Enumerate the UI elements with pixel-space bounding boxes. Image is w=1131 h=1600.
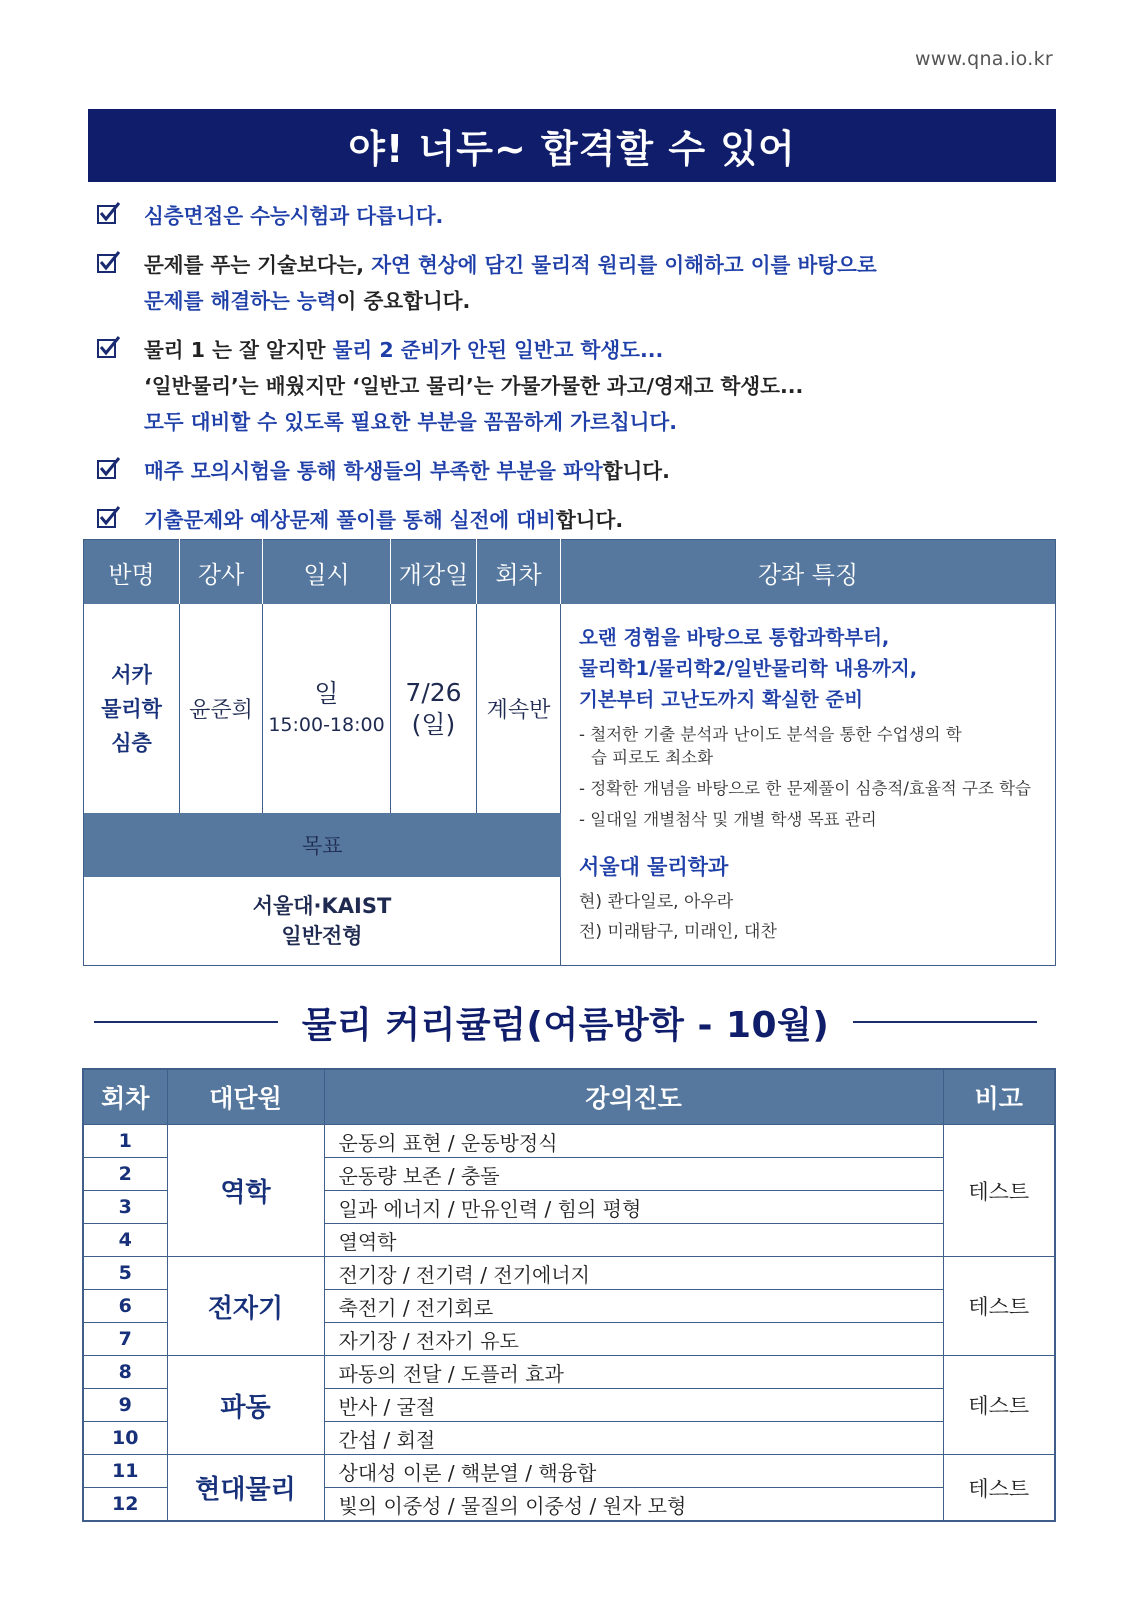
header-features: 강좌 특징 xyxy=(561,540,1056,605)
check-line xyxy=(144,247,877,283)
feature-title-line: 오랜 경험을 바탕으로 통합과학부터, xyxy=(579,626,890,649)
lecture-topic: 반사 / 굴절 xyxy=(324,1389,943,1422)
lecture-topic: 열역학 xyxy=(324,1224,943,1257)
course-features xyxy=(561,604,1056,966)
session-number: 4 xyxy=(83,1224,167,1257)
goal-header: 목표 xyxy=(84,813,561,877)
curriculum-header xyxy=(83,1069,1055,1125)
header-unit: 대단원 xyxy=(167,1069,324,1125)
table-row xyxy=(83,1455,1055,1488)
session-number: 6 xyxy=(83,1290,167,1323)
check-text: 매주 모의시험을 통해 학생들의 부족한 부분을 파악 xyxy=(144,459,603,483)
session-number: 12 xyxy=(83,1488,167,1522)
schedule xyxy=(263,604,391,813)
check-text: 물리 2 준비가 안된 일반고 학생도... xyxy=(332,338,664,362)
check-item xyxy=(96,247,1056,319)
goal-value-line: 서울대·KAIST xyxy=(252,894,392,918)
header-start-date: 개강일 xyxy=(391,540,477,605)
header-progress: 강의진도 xyxy=(324,1069,943,1125)
start-date xyxy=(391,604,477,813)
checkbox-checked-icon xyxy=(96,249,122,275)
lecture-topic: 전기장 / 전기력 / 전기에너지 xyxy=(324,1257,943,1290)
header-session: 회차 xyxy=(477,540,561,605)
header-note: 비고 xyxy=(943,1069,1055,1125)
unit-note: 테스트 xyxy=(943,1455,1055,1522)
table-row xyxy=(83,1356,1055,1389)
class-name-line: 물리학 xyxy=(101,696,162,721)
class-name-line: 심층 xyxy=(111,730,152,755)
check-line xyxy=(144,404,803,440)
check-item xyxy=(96,502,1056,538)
check-text: 합니다. xyxy=(602,459,670,483)
goal-value-line: 일반전형 xyxy=(281,924,363,948)
unit-name: 역학 xyxy=(167,1125,324,1257)
check-text: 물리 1 는 잘 알지만 xyxy=(144,338,333,362)
session-number: 9 xyxy=(83,1389,167,1422)
check-text: 문제를 해결하는 능력 xyxy=(144,289,337,313)
title-rule-left xyxy=(94,1021,278,1023)
class-info-table xyxy=(83,539,1056,966)
feature-item: - 일대일 개별첨삭 및 개별 학생 목표 관리 xyxy=(579,810,877,829)
unit-note: 테스트 xyxy=(943,1125,1055,1257)
check-text: ‘일반물리’는 배웠지만 ‘일반고 물리’는 가물가물한 과고/영재고 학생도... xyxy=(144,374,804,398)
checkbox-checked-icon xyxy=(96,334,122,360)
site-url: www.qna.io.kr xyxy=(914,48,1053,70)
check-item xyxy=(96,332,1056,440)
check-line xyxy=(144,368,803,404)
curriculum-title-bar xyxy=(0,997,1131,1047)
lecture-topic: 상대성 이론 / 핵분열 / 핵융합 xyxy=(324,1455,943,1488)
curriculum-table xyxy=(82,1068,1056,1522)
unit-name: 파동 xyxy=(167,1356,324,1455)
session-number: 7 xyxy=(83,1323,167,1356)
check-line xyxy=(144,453,670,489)
check-item xyxy=(96,198,1056,234)
feature-item: - 철저한 기출 분석과 난이도 분석을 통한 수업생의 학습 피로도 최소화 xyxy=(579,725,962,767)
session-number: 8 xyxy=(83,1356,167,1389)
lecture-topic: 운동량 보존 / 충돌 xyxy=(324,1158,943,1191)
header-schedule: 일시 xyxy=(263,540,391,605)
lecture-topic: 파동의 전달 / 도플러 효과 xyxy=(324,1356,943,1389)
session-number: 2 xyxy=(83,1158,167,1191)
class-info-header xyxy=(84,540,1056,605)
start-date-value: 7/26 xyxy=(405,677,462,707)
class-name-line: 서카 xyxy=(111,662,152,687)
goal-value xyxy=(84,877,561,966)
feature-title-line: 기본부터 고난도까지 확실한 준비 xyxy=(579,688,864,711)
feature-item: - 정확한 개념을 바탕으로 한 문제풀이 심층적/효율적 구조 학습 xyxy=(579,779,1031,798)
lecture-topic: 간섭 / 회절 xyxy=(324,1422,943,1455)
table-row xyxy=(83,1125,1055,1158)
lecture-topic: 운동의 표현 / 운동방정식 xyxy=(324,1125,943,1158)
table-row xyxy=(83,1257,1055,1290)
session-number: 1 xyxy=(83,1125,167,1158)
check-text: 이 중요합니다. xyxy=(336,289,471,313)
session-number: 5 xyxy=(83,1257,167,1290)
schedule-time: 15:00-18:00 xyxy=(268,713,385,736)
feature-checklist xyxy=(96,198,1056,551)
title-rule-right xyxy=(853,1021,1037,1023)
check-item xyxy=(96,453,1056,489)
check-text: 기출문제와 예상문제 풀이를 통해 실전에 대비 xyxy=(144,508,556,532)
unit-name: 현대물리 xyxy=(167,1455,324,1522)
unit-name: 전자기 xyxy=(167,1257,324,1356)
unit-note: 테스트 xyxy=(943,1257,1055,1356)
teacher-profile-current: 현) 콴다일로, 아우라 xyxy=(579,892,734,912)
checkbox-checked-icon xyxy=(96,200,122,226)
teacher-name: 윤준희 xyxy=(180,604,263,813)
session-number: 10 xyxy=(83,1422,167,1455)
schedule-day: 일 xyxy=(314,678,339,708)
check-text: 자연 현상에 담긴 물리적 원리를 이해하고 이를 바탕으로 xyxy=(371,253,877,277)
headline-banner: 야! 너두~ 합격할 수 있어 xyxy=(88,109,1056,182)
check-line xyxy=(144,198,443,234)
header-session-no: 회차 xyxy=(83,1069,167,1125)
session-type: 계속반 xyxy=(477,604,561,813)
feature-title-line: 물리학1/물리학2/일반물리학 내용까지, xyxy=(579,657,918,680)
checkbox-checked-icon xyxy=(96,504,122,530)
check-text: 합니다. xyxy=(555,508,624,532)
check-line xyxy=(144,283,877,319)
unit-note: 테스트 xyxy=(943,1356,1055,1455)
check-line xyxy=(144,332,803,368)
lecture-topic: 빛의 이중성 / 물질의 이중성 / 원자 모형 xyxy=(324,1488,943,1522)
check-line xyxy=(144,502,623,538)
teacher-profile-former: 전) 미래탐구, 미래인, 대찬 xyxy=(579,922,777,942)
check-text: 문제를 푸는 기술보다는, xyxy=(144,253,372,277)
start-date-day: (일) xyxy=(411,709,456,739)
lecture-topic: 일과 에너지 / 만유인력 / 힘의 평형 xyxy=(324,1191,943,1224)
check-text: 심층면접은 수능시험과 다릅니다. xyxy=(144,204,444,228)
class-name xyxy=(84,604,180,813)
teacher-profile-title: 서울대 물리학과 xyxy=(579,855,729,879)
header-teacher: 강사 xyxy=(180,540,263,605)
curriculum-title: 물리 커리큘럼(여름방학 - 10월) xyxy=(301,1004,830,1046)
header-class: 반명 xyxy=(84,540,180,605)
lecture-topic: 축전기 / 전기회로 xyxy=(324,1290,943,1323)
session-number: 11 xyxy=(83,1455,167,1488)
lecture-topic: 자기장 / 전자기 유도 xyxy=(324,1323,943,1356)
check-text: 모두 대비할 수 있도록 필요한 부분을 꼼꼼하게 가르칩니다. xyxy=(144,410,678,434)
checkbox-checked-icon xyxy=(96,455,122,481)
session-number: 3 xyxy=(83,1191,167,1224)
